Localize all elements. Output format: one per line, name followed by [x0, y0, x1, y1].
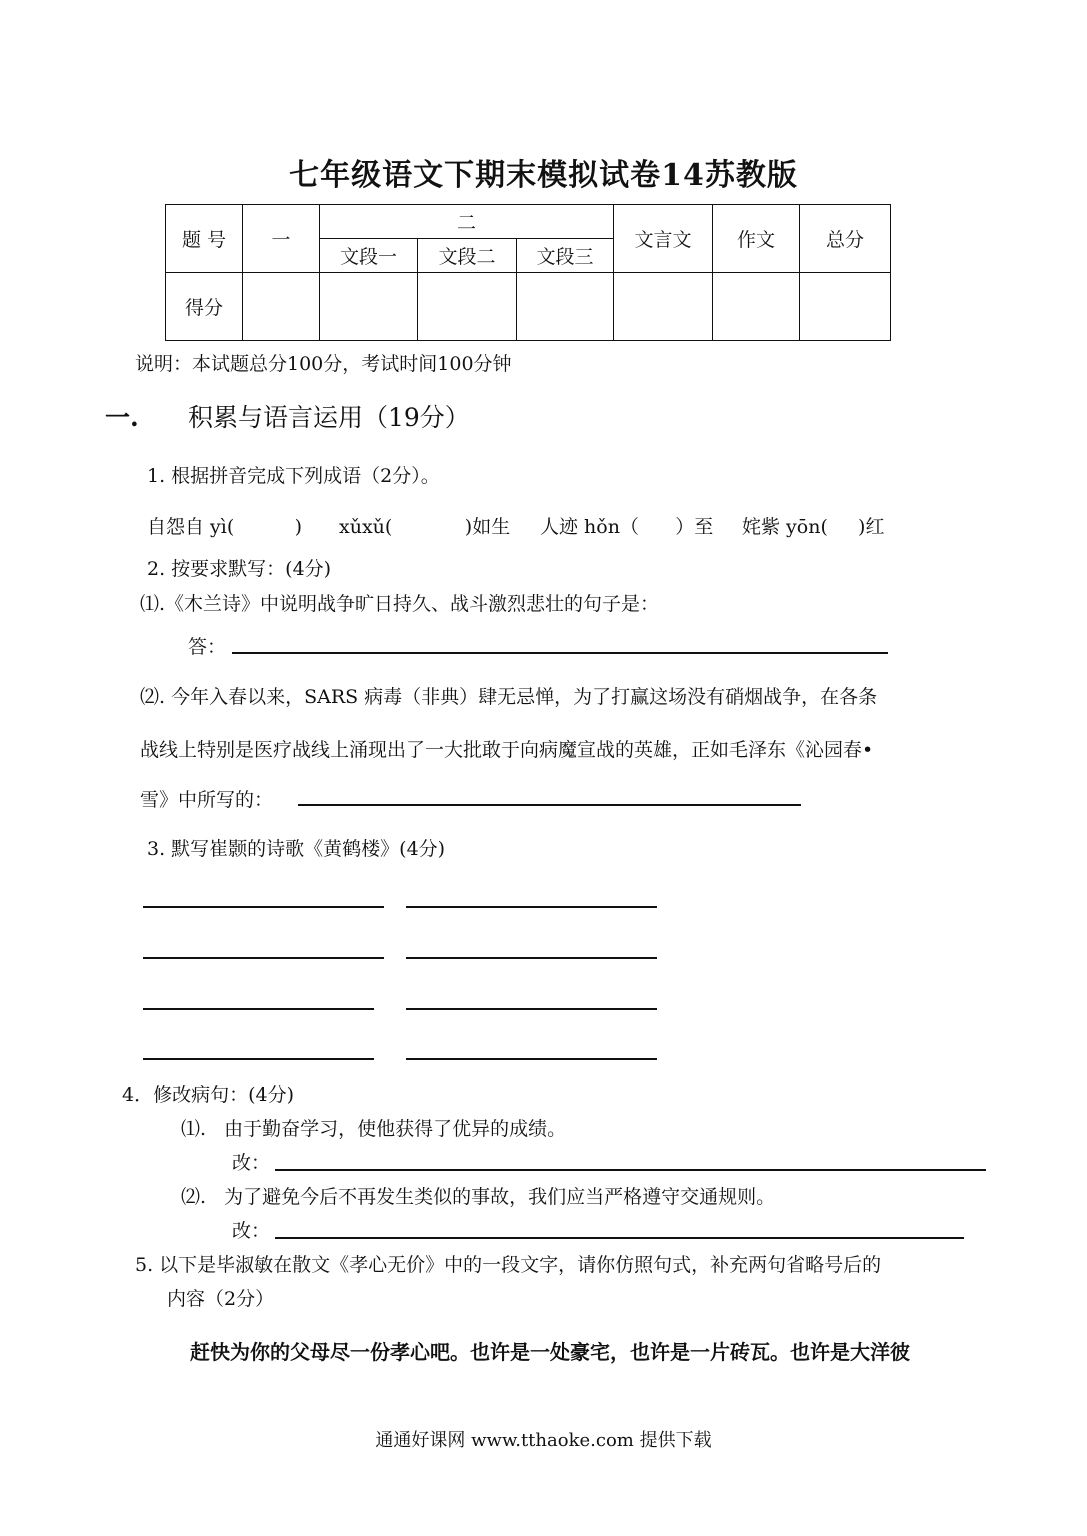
q2-sub2-line2: 战线上特别是医疗战线上涌现出了一大批敢于向病魔宣战的英雄，正如毛泽东《沁园春• — [140, 739, 874, 761]
score-cell[interactable] — [320, 273, 418, 341]
table-header-score: 得分 — [166, 273, 243, 341]
q5-prompt-line2: 内容（2分） — [167, 1288, 275, 1310]
q2-prompt: 2. 按要求默写：(4分) — [147, 558, 332, 580]
table-col-1: 一 — [243, 205, 320, 273]
table-sub-passage-3: 文段三 — [517, 239, 614, 273]
table-col-classical: 文言文 — [614, 205, 713, 273]
q2-answer-label: 答： — [188, 636, 227, 658]
q3-answer-line[interactable] — [143, 1008, 374, 1010]
q3-answer-line[interactable] — [143, 957, 384, 959]
q2-sub2-line3: 雪》中所写的： — [140, 789, 274, 811]
table-col-total: 总分 — [800, 205, 891, 273]
score-cell[interactable] — [713, 273, 800, 341]
q1-item-3: 人迹 hǒn（ ）至 — [540, 516, 714, 538]
q3-answer-line[interactable] — [406, 906, 657, 908]
q2-sub2-answer-line[interactable] — [298, 804, 801, 806]
exam-note: 说明：本试题总分100分，考试时间100分钟 — [135, 353, 512, 375]
score-cell[interactable] — [517, 273, 614, 341]
q3-answer-line[interactable] — [406, 957, 657, 959]
q4-sentence-2: ⑵. 为了避免今后不再发生类似的事故，我们应当严格遵守交通规则。 — [181, 1186, 776, 1208]
score-cell[interactable] — [800, 273, 891, 341]
q5-passage: 赶快为你的父母尽一份孝心吧。也许是一处豪宅，也许是一片砖瓦。也许是大洋彼 — [190, 1340, 910, 1364]
section-number: 一. — [105, 403, 139, 432]
q2-answer-line[interactable] — [232, 652, 888, 654]
table-col-essay: 作文 — [713, 205, 800, 273]
q3-prompt: 3. 默写崔颢的诗歌《黄鹤楼》(4分) — [147, 838, 446, 860]
table-sub-passage-1: 文段一 — [320, 239, 418, 273]
q4-sentence-1: ⑴. 由于勤奋学习，使他获得了优异的成绩。 — [181, 1118, 567, 1140]
q3-answer-line[interactable] — [143, 1058, 374, 1060]
score-cell[interactable] — [418, 273, 517, 341]
section-title: 积累与语言运用（19分） — [188, 403, 470, 432]
footer-download-note: 通通好课网 www.tthaoke.com 提供下载 — [375, 1430, 712, 1451]
q5-prompt-line1: 5. 以下是毕淑敏在散文《孝心无价》中的一段文字，请你仿照句式，补充两句省略号后的 — [135, 1254, 882, 1276]
q1-item-2: xǔxǔ( )如生 — [339, 516, 511, 538]
page-title: 七年级语文下期末模拟试卷14苏教版 — [289, 158, 798, 193]
q2-sub1: ⑴.《木兰诗》中说明战争旷日持久、战斗激烈悲壮的句子是： — [140, 593, 660, 615]
q3-answer-line[interactable] — [143, 906, 384, 908]
q1-prompt: 1. 根据拼音完成下列成语（2分）。 — [147, 465, 440, 487]
q1-item-1: 自怨自 yì( ) — [147, 516, 303, 538]
table-col-2: 二 — [320, 205, 614, 239]
q4-fix-line-1[interactable] — [275, 1169, 986, 1171]
q4-fix-label-2: 改： — [232, 1220, 271, 1242]
q3-answer-line[interactable] — [406, 1058, 657, 1060]
q3-answer-line[interactable] — [406, 1008, 657, 1010]
q4-fix-label-1: 改： — [232, 1152, 271, 1174]
q4-prompt: 4．修改病句：(4分) — [122, 1084, 295, 1106]
score-cell[interactable] — [243, 273, 320, 341]
table-header-question-number: 题 号 — [166, 205, 243, 273]
score-cell[interactable] — [614, 273, 713, 341]
table-sub-passage-2: 文段二 — [418, 239, 517, 273]
q1-item-4: 姹紫 yōn( )红 — [742, 516, 885, 538]
q4-fix-line-2[interactable] — [275, 1237, 964, 1239]
score-table — [165, 204, 891, 341]
q2-sub2-line1: ⑵. 今年入春以来，SARS 病毒（非典）肆无忌惮，为了打赢这场没有硝烟战争，在各条 — [140, 686, 878, 708]
